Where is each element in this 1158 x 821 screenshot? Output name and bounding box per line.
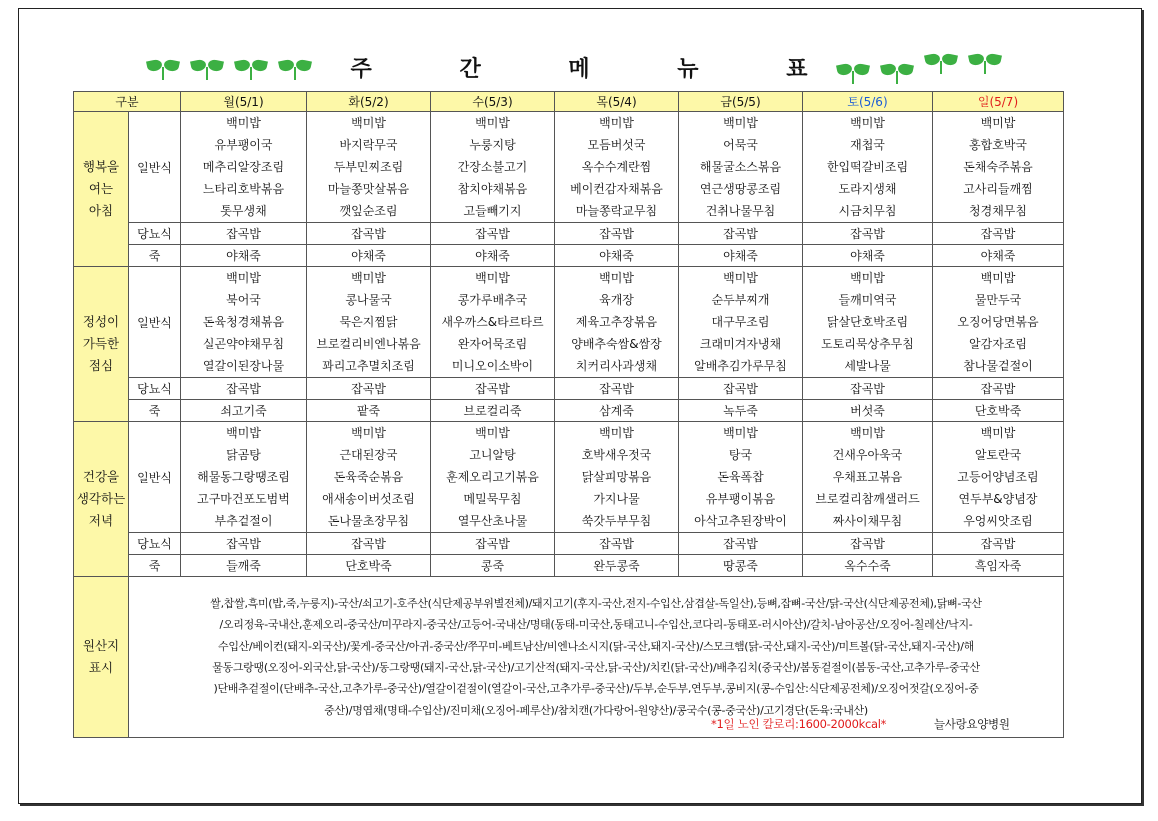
menu-item: 닭곰탕 (226, 448, 261, 462)
menu-item: 부추겉절이 (214, 514, 273, 528)
menu-item: 백미밥 (226, 426, 261, 440)
meal-name-line: 정성이 (82, 314, 120, 329)
menu-item: 청경채무침 (969, 204, 1027, 218)
menu-item: 브로컬리비엔나볶음 (316, 337, 421, 351)
menu-item: 크래미겨자냉채 (699, 337, 782, 351)
menu-item: 백미밥 (475, 116, 510, 130)
porridge-menu-cell: 야채죽 (431, 245, 555, 267)
diabetic-menu-cell: 잡곡밥 (803, 533, 933, 555)
origin-footer (129, 714, 1063, 734)
menu-item: 간장소불고기 (457, 160, 528, 174)
menu-item: 백미밥 (226, 271, 261, 285)
origin-text (129, 577, 1064, 738)
menu-item: 백미밥 (850, 426, 885, 440)
menu-item: 백미밥 (599, 116, 634, 130)
menu-item: 새우까스&타르타르 (441, 315, 544, 329)
menu-item: 고사리들깨찜 (963, 182, 1033, 196)
menu-item: 마늘쫑맛살볶음 (327, 182, 410, 196)
menu-item: 유부팽이볶음 (705, 492, 776, 506)
diabetic-label: 당뇨식 (129, 223, 181, 245)
meal-name-line: 점심 (88, 358, 114, 373)
meal-general-row (74, 267, 1064, 378)
menu-item: 도토리묵상추무침 (821, 337, 914, 351)
day-header: 수(5/3) (431, 92, 555, 112)
porridge-label: 죽 (129, 555, 181, 577)
menu-item: 깻잎순조림 (339, 204, 398, 218)
menu-item: 돈육폭찹 (717, 470, 764, 484)
menu-item: 백미밥 (980, 271, 1016, 285)
menu-item: 백미밥 (475, 271, 510, 285)
origin-label-line: 표시 (88, 660, 114, 675)
meal-name-line: 저녁 (88, 513, 114, 528)
day-header: 화(5/2) (307, 92, 431, 112)
menu-item: 짜사이채무침 (832, 514, 903, 528)
meal-general-row (74, 112, 1064, 223)
porridge-menu-cell: 들깨죽 (181, 555, 307, 577)
porridge-menu-cell: 단호박죽 (307, 555, 431, 577)
menu-item: 꽈리고추멸치조림 (322, 359, 415, 373)
menu-item: 백미밥 (850, 271, 885, 285)
diabetic-menu-cell: 잡곡밥 (181, 378, 307, 400)
menu-item: 돈채숙주볶음 (963, 160, 1033, 174)
menu-item: 열갈이된장나물 (202, 359, 285, 373)
general-menu-cell (803, 422, 933, 533)
meal-name-cell (74, 267, 129, 422)
menu-item: 백미밥 (599, 426, 634, 440)
menu-item: 메추리알장조림 (202, 160, 285, 174)
meal-porridge-row (74, 400, 1064, 422)
diabetic-menu-cell: 잡곡밥 (555, 223, 679, 245)
general-menu-cell (679, 267, 803, 378)
general-label: 일반식 (129, 112, 181, 223)
menu-item: 가지나물 (593, 492, 640, 506)
porridge-menu-cell: 땅콩죽 (679, 555, 803, 577)
day-header: 일(5/7) (933, 92, 1064, 112)
porridge-menu-cell: 야채죽 (181, 245, 307, 267)
header-corner: 구분 (74, 92, 181, 112)
origin-label-line: 원산지 (82, 638, 120, 653)
diabetic-menu-cell: 잡곡밥 (181, 223, 307, 245)
diabetic-menu-cell: 잡곡밥 (555, 533, 679, 555)
porridge-menu-cell: 야채죽 (555, 245, 679, 267)
diabetic-menu-cell: 잡곡밥 (307, 533, 431, 555)
porridge-menu-cell: 쇠고기죽 (181, 400, 307, 422)
menu-item: 시금치무침 (838, 204, 897, 218)
general-menu-cell (307, 267, 431, 378)
general-menu-cell (679, 112, 803, 223)
porridge-menu-cell: 흑임자죽 (933, 555, 1064, 577)
menu-item: 돈나물초장무침 (327, 514, 410, 528)
menu-item: 호박새우젓국 (581, 448, 652, 462)
menu-item: 백미밥 (351, 271, 386, 285)
menu-item: 메밀묵무침 (463, 492, 522, 506)
meal-name-line: 행복을 (82, 159, 120, 174)
diabetic-menu-cell: 잡곡밥 (307, 378, 431, 400)
porridge-menu-cell: 야채죽 (803, 245, 933, 267)
menu-item: 백미밥 (351, 116, 386, 130)
diabetic-menu-cell: 잡곡밥 (933, 223, 1064, 245)
origin-text-line: 수입산/베이컨(돼지-외국산)/꽃게-중국산/아귀-중국산/쭈꾸미-베트남산/비엔나소시지(닭-국산,돼지-국산)/스모크햄(닭-국산,돼지-국산)/미트볼(닭-국산,돼지-국산)/해 (218, 639, 974, 653)
meal-name-cell (74, 422, 129, 577)
diabetic-menu-cell: 잡곡밥 (933, 533, 1064, 555)
menu-item: 백미밥 (475, 426, 510, 440)
general-menu-cell (181, 112, 307, 223)
diabetic-menu-cell: 잡곡밥 (555, 378, 679, 400)
diabetic-menu-cell: 잡곡밥 (933, 378, 1064, 400)
menu-item: 우채표고볶음 (832, 470, 903, 484)
menu-item: 연두부&양념장 (958, 492, 1038, 506)
menu-item: 알배추김가루무침 (694, 359, 787, 373)
menu-item: 쑥갓두부무침 (581, 514, 652, 528)
menu-item: 참치야채볶음 (457, 182, 528, 196)
menu-item: 해물동그랑땡조림 (197, 470, 290, 484)
menu-item: 백미밥 (599, 271, 634, 285)
menu-item: 세발나물 (844, 359, 891, 373)
general-menu-cell (679, 422, 803, 533)
porridge-menu-cell: 야채죽 (307, 245, 431, 267)
meal-diabetic-row (74, 223, 1064, 245)
menu-item: 연근생땅콩조림 (699, 182, 782, 196)
meal-diabetic-row (74, 378, 1064, 400)
menu-item: 애새송이버섯조림 (322, 492, 415, 506)
header-row (74, 92, 1064, 112)
menu-item: 콩나물국 (345, 293, 392, 307)
menu-item: 북어국 (226, 293, 261, 307)
menu-item: 톳무생채 (220, 204, 267, 218)
menu-item: 한입떡갈비조림 (826, 160, 909, 174)
porridge-menu-cell: 완두콩죽 (555, 555, 679, 577)
diabetic-label: 당뇨식 (129, 533, 181, 555)
menu-item: 도라지생채 (838, 182, 897, 196)
general-menu-cell (431, 267, 555, 378)
diabetic-menu-cell: 잡곡밥 (181, 533, 307, 555)
day-header: 토(5/6) (803, 92, 933, 112)
menu-item: 닭살피망볶음 (581, 470, 652, 484)
origin-label (74, 577, 129, 738)
general-menu-cell (933, 267, 1064, 378)
meal-name-cell (74, 112, 129, 267)
menu-item: 알토란국 (974, 448, 1022, 462)
menu-item: 물만두국 (974, 293, 1022, 307)
menu-item: 아삭고추된장박이 (694, 514, 787, 528)
porridge-menu-cell: 단호박죽 (933, 400, 1064, 422)
menu-item: 건새우아욱국 (832, 448, 903, 462)
general-menu-cell (555, 422, 679, 533)
origin-text-line: 물동그랑땡(오징어-외국산,닭-국산)/동그랑땡(돼지-국산,닭-국산)/고기산적(돼지-국산,닭-국산)/치킨(닭-국산)/배추김치(중국산)/봄동겉절이(봄동-국산,고추가루-중국산 (212, 661, 980, 674)
menu-item: 재첩국 (850, 138, 885, 152)
menu-item: 유부팽이국 (214, 138, 273, 152)
menu-item: 백미밥 (980, 426, 1016, 440)
menu-item: 우엉씨앗조림 (963, 514, 1033, 528)
general-menu-cell (181, 267, 307, 378)
menu-item: 백미밥 (723, 426, 758, 440)
menu-item: 브로컬리참깨샐러드 (815, 492, 920, 506)
diabetic-menu-cell: 잡곡밥 (803, 223, 933, 245)
menu-item: 고니알탕 (469, 448, 516, 462)
origin-text-line: )단배추겉절이(단배추-국산,고추가루-중국산)/열갈이겉절이(열갈이-국산,고추가루-중국산)/두부,순두부,연두부,콩비지(콩-수입산:식단제공전체)/오징어젓갈(오징어-중 (213, 682, 979, 696)
menu-item: 두부민찌조림 (333, 160, 404, 174)
general-menu-cell (431, 422, 555, 533)
menu-item: 육개장 (599, 293, 634, 307)
meal-name-line: 생각하는 (76, 491, 126, 506)
general-menu-cell (307, 112, 431, 223)
menu-item: 치커리사과생채 (575, 359, 658, 373)
meal-name-line: 건강을 (82, 469, 120, 484)
calorie-note: *1일 노인 칼로리:1600-2000kcal* (711, 717, 887, 731)
hospital-name: 늘사랑요양병원 (934, 717, 1010, 731)
menu-item: 묵은지찜닭 (339, 315, 398, 329)
menu-item: 고구마건포도범벅 (197, 492, 290, 506)
menu-item: 콩가루배추국 (457, 293, 528, 307)
general-menu-cell (803, 267, 933, 378)
menu-item: 탕국 (728, 448, 753, 462)
menu-item: 백미밥 (850, 116, 885, 130)
meal-porridge-row (74, 555, 1064, 577)
menu-item: 누룽지탕 (469, 138, 516, 152)
day-header: 목(5/4) (555, 92, 679, 112)
porridge-menu-cell: 팥죽 (307, 400, 431, 422)
menu-item: 돈육청경채볶음 (202, 315, 285, 329)
menu-item: 닭살단호박조림 (826, 315, 909, 329)
weekly-menu-table (73, 91, 1064, 738)
menu-item: 건취나물무침 (705, 204, 776, 218)
diabetic-menu-cell: 잡곡밥 (679, 223, 803, 245)
menu-item: 훈제오리고기볶음 (446, 470, 539, 484)
porridge-menu-cell: 옥수수죽 (803, 555, 933, 577)
diabetic-label: 당뇨식 (129, 378, 181, 400)
menu-item: 옥수수계란찜 (581, 160, 652, 174)
meal-diabetic-row (74, 533, 1064, 555)
general-menu-cell (803, 112, 933, 223)
general-menu-cell (307, 422, 431, 533)
menu-item: 열무산초나물 (457, 514, 528, 528)
menu-item: 마늘쫑락교무침 (575, 204, 658, 218)
meal-name-line: 여는 (88, 181, 114, 196)
page-title: 주 간 메 뉴 표 (350, 57, 848, 82)
menu-item: 오징어당면볶음 (957, 315, 1039, 329)
porridge-menu-cell: 야채죽 (933, 245, 1064, 267)
porridge-menu-cell: 녹두죽 (679, 400, 803, 422)
meal-general-row (74, 422, 1064, 533)
menu-item: 백미밥 (723, 271, 758, 285)
general-menu-cell (555, 112, 679, 223)
origin-row (74, 577, 1064, 738)
menu-item: 미니오이소박이 (451, 359, 534, 373)
general-label: 일반식 (129, 422, 181, 533)
general-label: 일반식 (129, 267, 181, 378)
menu-item: 고들빼기지 (463, 204, 522, 218)
porridge-menu-cell: 브로컬리죽 (431, 400, 555, 422)
menu-item: 백미밥 (980, 116, 1016, 130)
menu-item: 알감자조림 (969, 337, 1027, 351)
meal-name-line: 가득한 (82, 336, 120, 351)
diabetic-menu-cell: 잡곡밥 (431, 378, 555, 400)
origin-text-line: 중산)/명엽채(명태-수입산)/진미채(오징어-페루산)/참치캔(가다랑어-원양산)/콩국수(콩-중국산)/고기경단(돈육:국내산) (324, 703, 868, 717)
porridge-menu-cell: 야채죽 (679, 245, 803, 267)
diabetic-menu-cell: 잡곡밥 (307, 223, 431, 245)
menu-item: 들깨미역국 (838, 293, 897, 307)
general-menu-cell (431, 112, 555, 223)
general-menu-cell (181, 422, 307, 533)
menu-item: 느타리호박볶음 (202, 182, 285, 196)
origin-text-line: 쌀,찹쌀,흑미(밥,죽,누룽지)-국산/쇠고기-호주산(식단제공부위별전체)/돼지고기(후지-국산,전지-수입산,삼겹살-독일산),등뼈,잡뼈-국산/닭-국산(식단제공전체),닭뼈-국산 (210, 597, 982, 611)
menu-item: 참나물겉절이 (963, 359, 1033, 373)
porridge-label: 죽 (129, 400, 181, 422)
porridge-label: 죽 (129, 245, 181, 267)
menu-item: 제육고추장볶음 (575, 315, 658, 329)
meal-name-line: 아침 (88, 203, 114, 218)
diabetic-menu-cell: 잡곡밥 (431, 223, 555, 245)
menu-item: 양배추숙쌈&쌈장 (571, 337, 662, 351)
menu-item: 베이컨감자채볶음 (570, 182, 663, 196)
menu-item: 홍합호박국 (969, 138, 1027, 152)
menu-item: 해물굴소스볶음 (699, 160, 782, 174)
menu-item: 돈육죽순볶음 (333, 470, 404, 484)
menu-item: 어묵국 (723, 138, 758, 152)
diabetic-menu-cell: 잡곡밥 (679, 378, 803, 400)
general-menu-cell (933, 112, 1064, 223)
menu-item: 바지락무국 (339, 138, 398, 152)
diabetic-menu-cell: 잡곡밥 (431, 533, 555, 555)
menu-item: 실곤약야채무침 (202, 337, 285, 351)
menu-item: 백미밥 (723, 116, 758, 130)
general-menu-cell (933, 422, 1064, 533)
menu-item: 완자어묵조림 (457, 337, 528, 351)
diabetic-menu-cell: 잡곡밥 (803, 378, 933, 400)
menu-item: 근대된장국 (339, 448, 398, 462)
menu-item: 고등어양념조림 (957, 470, 1039, 484)
menu-item: 순두부찌개 (711, 293, 770, 307)
menu-item: 백미밥 (351, 426, 386, 440)
porridge-menu-cell: 콩죽 (431, 555, 555, 577)
porridge-menu-cell: 삼계죽 (555, 400, 679, 422)
origin-text-line: /오리정육-국내산,훈제오리-중국산/미꾸라지-중국산/고등어-국내산/명태(동태-미국산,동태고니-수입산,코다리-동태포-러시아산)/갈치-남아공산/오징어-칠레산/낙지- (219, 618, 973, 632)
menu-item: 대구무조림 (711, 315, 770, 329)
general-menu-cell (555, 267, 679, 378)
menu-item: 백미밥 (226, 116, 261, 130)
menu-item: 모듬버섯국 (587, 138, 646, 152)
day-header: 금(5/5) (679, 92, 803, 112)
diabetic-menu-cell: 잡곡밥 (679, 533, 803, 555)
meal-porridge-row (74, 245, 1064, 267)
porridge-menu-cell: 버섯죽 (803, 400, 933, 422)
day-header: 월(5/1) (181, 92, 307, 112)
